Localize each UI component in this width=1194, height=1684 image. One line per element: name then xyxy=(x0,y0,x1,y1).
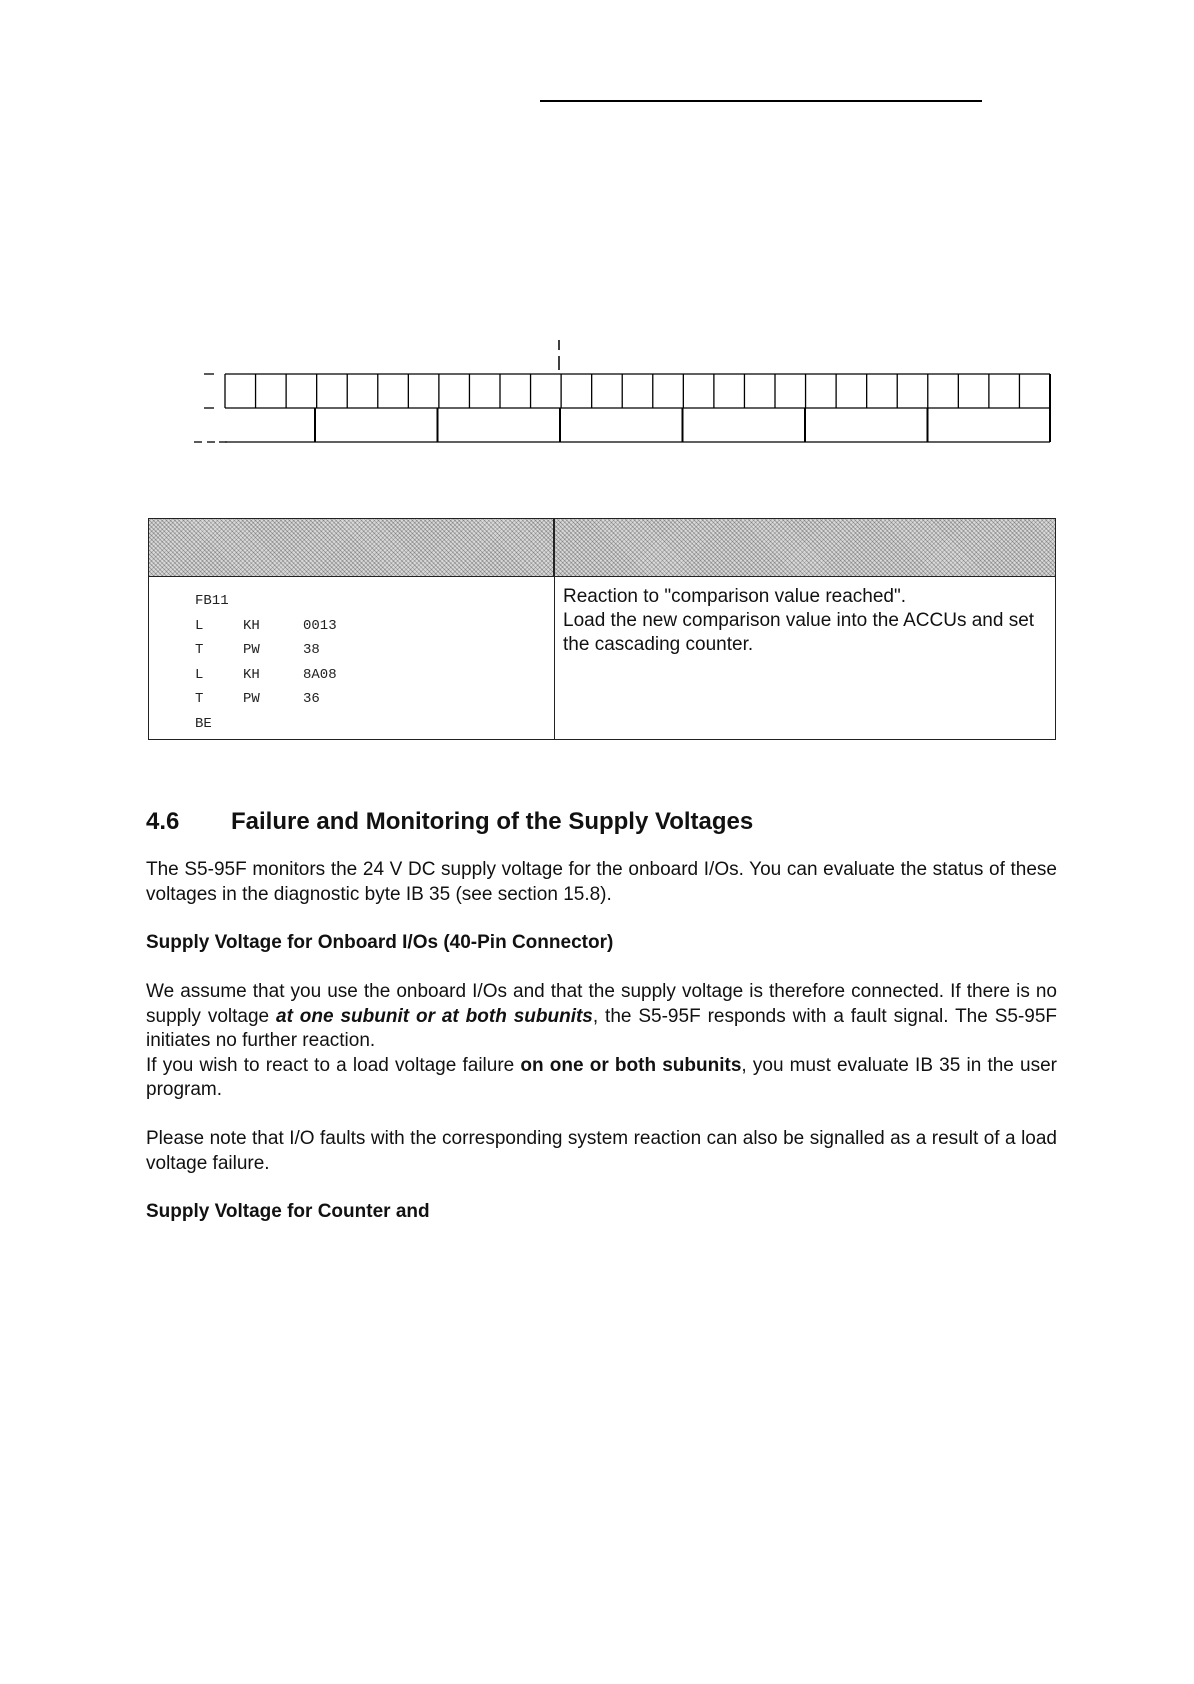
description-line: Load the new comparison value into the ACCUs and set the cascading counter. xyxy=(563,610,1035,655)
row-ticks xyxy=(194,374,227,442)
code-line: L KH 8A08 xyxy=(195,666,337,683)
subheading-counter: Supply Voltage for Counter and xyxy=(146,1201,430,1222)
section-title: Failure and Monitoring of the Supply Voltages xyxy=(231,808,754,835)
paragraph-fault-signal: We assume that you use the onboard I/Os and that the supply voltage is therefore connected. If there is no supply voltage at one subunit or at both subunits, the S5-95F responds with a fault signal. The S5-95F initiates no further reaction. If you wish to react to a load voltage failure on one or both subunits, you must evaluate IB 35 in the user program. xyxy=(146,981,1058,1100)
code-table xyxy=(148,518,1056,740)
bit-register-diagram xyxy=(0,0,1194,480)
description-cell xyxy=(563,585,1043,657)
table-header-right xyxy=(554,519,1055,577)
column-divider xyxy=(554,519,555,739)
code-line: T PW 36 xyxy=(195,691,320,708)
paragraph-note: Please note that I/O faults with the corresponding system reaction can also be signalled as a result of a load voltage failure. xyxy=(146,1128,1057,1174)
section-heading xyxy=(146,808,753,836)
subheading-onboard: Supply Voltage for Onboard I/Os (40-Pin Connector) xyxy=(146,932,614,953)
intro-paragraph: The S5-95F monitors the 24 V DC supply voltage for the onboard I/Os. You can evaluate the status of these voltages in the diagnostic byte IB 35 (see section 15.8). xyxy=(146,859,1057,905)
code-line: BE xyxy=(195,715,212,732)
code-line: T PW 38 xyxy=(195,642,320,659)
description-line: Reaction to "comparison value reached". xyxy=(563,586,907,607)
code-line: L KH 0013 xyxy=(195,617,337,634)
section-number: 4.6 xyxy=(146,808,180,835)
code-cell xyxy=(195,589,337,737)
table-header-left xyxy=(149,519,554,577)
code-line: FB11 xyxy=(195,593,229,609)
